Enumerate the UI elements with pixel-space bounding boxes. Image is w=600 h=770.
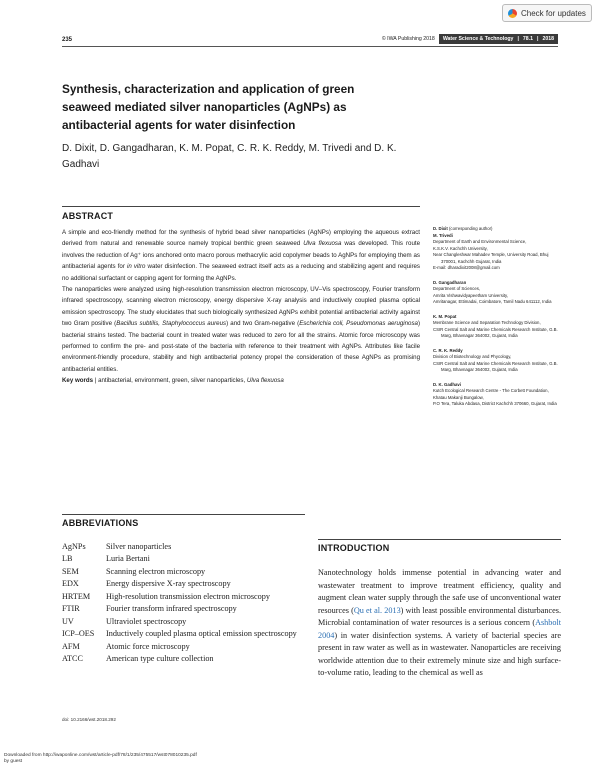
doi: doi: 10.2166/wst.2018.292 bbox=[62, 717, 116, 722]
abstract-heading: ABSTRACT bbox=[62, 211, 114, 221]
keywords: Key words | antibacterial, environment, green, silver nanoparticles, Ulva flexuosa bbox=[62, 377, 284, 385]
download-url: Downloaded from http://iwaponline.com/wst/article-pdf/78/1/235/475517/wst078010235.pdf bbox=[4, 753, 197, 758]
paper-title: Synthesis, characterization and application of green seaweed mediated silver nanoparticles (AgNPs) as antibacterial agents for water disinfection bbox=[62, 82, 355, 132]
journal-name: Water Science & Technology bbox=[442, 36, 514, 42]
abstract-body bbox=[62, 227, 420, 387]
affiliation-block: D. K. Gadhavi Kutch Ecological Research Centre - The Corbett Foundation, Khatau Makanji Bungalow, P.O Tera, Taluka Abdasa, District Kachchh 370660, Gujarat, India bbox=[433, 381, 557, 406]
list-item: LB Luria Bertani bbox=[62, 554, 150, 564]
check-for-updates-button[interactable] bbox=[502, 4, 592, 22]
citation-link[interactable]: Ashbolt 2004 bbox=[318, 618, 561, 640]
page-number: 235 bbox=[62, 37, 73, 43]
author-list: D. Dixit, D. Gangadharan, K. M. Popat, C. R. K. Reddy, M. Trivedi and D. K. Gadhavi bbox=[62, 143, 397, 170]
abbreviations-rule bbox=[62, 514, 305, 515]
affiliation-block: D. Gangadharan Department of Sciences, Amrita Vishwavidyapeetham University, Amritanagar, Ettimadai, Coimbatore, Tamil Nadu 641112, India bbox=[433, 279, 552, 304]
list-item: SEM Scanning electron microscopy bbox=[62, 566, 206, 576]
abstract-paragraph: The nanoparticles were analyzed using high-resolution transmission electron microscopy, UV–Vis spectroscopy, Fourier transform infrared spectroscopy, scanning electron microscopy, energy dispersive X-ray analysis and inductively coupled plasma optical emission spectroscopy. The study elucidates that such biologically synthesized AgNPs exhibit potential antibacterial activity against two Gram positive (Bacillus subtilis, Staphylococcus aureus) and two Gram-negative (Escherichia coli, Pseudomonas aeruginosa) bacterial strains tested. The bacterial count in treated water was reduced to zero for all the strains. Atomic force microscopy was performed to confirm the pre- and post-state of the bacteria with reference to their treatment with AgNPs. Attributes like facile environment-friendly procedure, stability and high antibacterial potency propel the consideration of these AgNPs as promising antibacterial entities. bbox=[62, 286, 420, 373]
check-for-updates-label: Check for updates bbox=[521, 8, 586, 18]
introduction-body: Nanotechnology holds immense potential in advancing water and wastewater treatment to improve treatment efficiency, quality and augment clean water supply through the safe use of unconventional water resources (Qu et al. 2013) with least possible environmental disturbances. Microbial contamination of water resources is a serious concern (Ashbolt 2004) in water disinfection systems. A variety of bacterial species are present in raw water as well as in wastewater. Nanoparticles are receiving worldwide attention due to their extremely minute size and high surface-to-volume ratio, leading to the chemical as well as bbox=[318, 568, 562, 677]
affiliation-block: D. Dixit (corresponding author) bbox=[433, 226, 493, 231]
abstract-rule bbox=[62, 206, 420, 207]
list-item: FTIR Fourier transform infrared spectroscopy bbox=[62, 604, 237, 614]
list-item: EDX Energy dispersive X-ray spectroscopy bbox=[62, 579, 231, 589]
journal-bar: Water Science & Technology | 78.1 | 2018 bbox=[439, 34, 558, 44]
affiliation-block: C. R. K. Reddy Division of Biotechnology and Phycology, CSIR Central Salt and Marine Chemicals Research Institute, G.B. Marg, Bhavnagar 364002, Gujarat, India bbox=[433, 347, 558, 372]
list-item: UV Ultraviolet spectroscopy bbox=[62, 616, 187, 626]
introduction-rule bbox=[318, 539, 561, 540]
affiliation-block: K. M. Popat Membrane Science and Separation Technology Division, CSIR Central Salt and Marine Chemicals Research Institute, G.B. Marg, Bhavnagar 364002, Gujarat, India bbox=[433, 313, 558, 338]
publisher: © IWA Publishing 2018 bbox=[381, 36, 435, 42]
affiliations-sidebar bbox=[433, 226, 561, 416]
header-divider bbox=[62, 46, 558, 47]
download-user: by guest bbox=[4, 759, 23, 764]
list-item: AgNPs Silver nanoparticles bbox=[62, 542, 172, 551]
abbreviations-heading: ABBREVIATIONS bbox=[62, 518, 139, 528]
list-item: ICP–OES Inductively coupled plasma optical emission spectroscopy bbox=[62, 629, 297, 639]
list-item: HRTEM High-resolution transmission electron microscopy bbox=[62, 591, 270, 601]
citation-link[interactable]: Qu et al. 2013 bbox=[353, 605, 401, 615]
journal-volume: 78.1 bbox=[522, 36, 533, 42]
introduction-heading: INTRODUCTION bbox=[318, 543, 390, 553]
running-header bbox=[382, 34, 558, 44]
journal-year: 2018 bbox=[542, 36, 554, 42]
affiliation-block: M. Trivedi Department of Earth and Environmental Science, K.S.K.V. Kachchh University, Near Changleshwar Mahadev Temple, University Road, Bhuj 370001, Kachchh Gujarat, India E-mail: dharadixit2008@gmail.com bbox=[433, 232, 549, 270]
abbreviations-list bbox=[62, 541, 307, 666]
list-item: AFM Atomic force microscopy bbox=[62, 641, 190, 651]
download-footer bbox=[4, 753, 197, 765]
abstract-paragraph: A simple and eco-friendly method for the synthesis of hybrid bead silver nanoparticles (AgNPs) employing the aqueous extract derived from natural and renewable source namely tropical benthic green seaweed Ulva flexuosa was developed. This route involves the reduction of Ag⁺ ions anchored onto macro porous methacrylic acid copolymer beads to AgNPs for employing them as antibacterial agents for in vitro water disinfection. The seaweed extract itself acts as a reducing and stabilizing agent and requires no additional surfactant or capping agent for forming the AgNPs. bbox=[62, 229, 420, 282]
crossmark-icon bbox=[508, 9, 517, 18]
list-item: ATCC American type culture collection bbox=[62, 654, 214, 664]
